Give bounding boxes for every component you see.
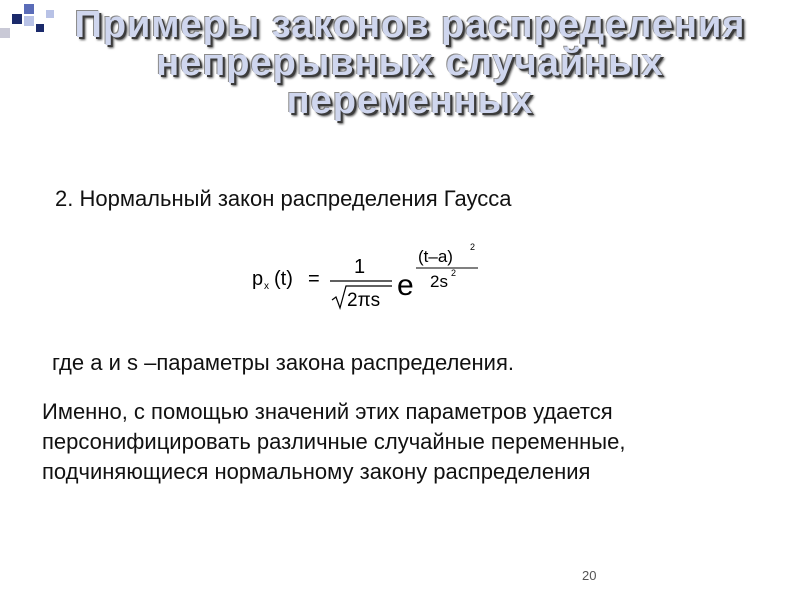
body-line-1: Именно, с помощью значений этих параметров удается: [42, 399, 613, 424]
deco-square: [0, 28, 10, 38]
formula-svg: [250, 240, 490, 315]
body-paragraph: [42, 397, 782, 487]
title-line-2: непрерывных случайных: [156, 42, 664, 84]
formula-exp-numerator-power: 2: [470, 242, 476, 252]
deco-square: [24, 16, 34, 26]
title-line-3: переменных: [286, 80, 534, 122]
body-line-2: персонифицировать различные случайные переменные,: [42, 429, 626, 454]
title-line-1: Примеры законов распределения: [74, 4, 746, 46]
section-heading: 2. Нормальный закон распределения Гаусса: [55, 186, 512, 211]
formula-exp-denominator-power: 2: [451, 268, 457, 278]
deco-square: [24, 4, 34, 14]
formula-lhs-arg: (t): [274, 268, 293, 290]
deco-square: [12, 14, 22, 24]
slide-title: [40, 6, 780, 120]
formula-equals: =: [308, 268, 320, 290]
parameters-note: где a и s –параметры закона распределения.: [52, 350, 514, 375]
formula-lhs-base: p: [252, 268, 264, 290]
formula-denominator: 2πs: [347, 290, 381, 311]
formula-numerator: 1: [354, 256, 366, 278]
formula-exp-numerator: (t–a): [418, 247, 453, 266]
formula-exp-base: e: [397, 269, 414, 302]
page-number: 20: [582, 568, 597, 583]
formula-lhs-sub: x: [264, 281, 269, 292]
body-line-3: подчиняющиеся нормальному закону распределения: [42, 459, 591, 484]
gauss-formula: [250, 240, 490, 315]
formula-exp-denominator: 2s: [430, 272, 448, 291]
